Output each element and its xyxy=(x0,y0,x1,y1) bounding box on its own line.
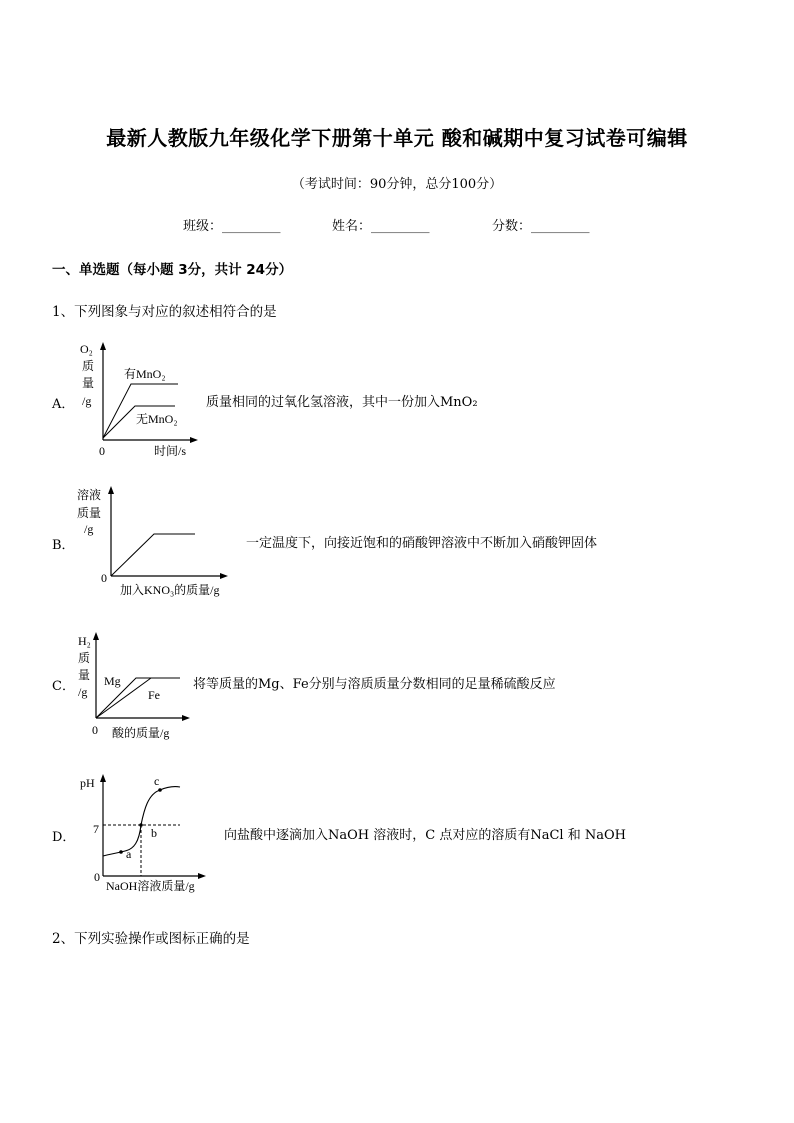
question-1-stem: 1、下列图象与对应的叙述相符合的是 xyxy=(52,304,277,320)
option-b-ylabel-1: 溶液 xyxy=(77,488,102,502)
option-a-ylabel-3: 量 xyxy=(82,376,95,390)
option-d-ylabel: pH xyxy=(80,776,95,790)
option-c-curve1-label: Mg xyxy=(104,674,121,688)
option-c-curve2-label: Fe xyxy=(148,688,160,702)
option-b-ylabel-2: 质量 xyxy=(77,506,102,520)
option-d-point-c: c xyxy=(154,774,160,788)
option-c-text: 将等质量的Mg、Fe分别与溶质质量分数相同的足量稀硫酸反应 xyxy=(193,677,556,692)
option-a-letter: A． xyxy=(52,397,75,412)
option-c-letter: C． xyxy=(52,679,75,694)
exam-title: 最新人教版九年级化学下册第十单元 酸和碱期中复习试卷可编辑 xyxy=(106,126,688,150)
score-field: 分数：_________ xyxy=(492,219,590,234)
option-c-xlabel: 酸的质量/g xyxy=(112,726,170,740)
option-a-ylabel-2: 质 xyxy=(82,359,95,373)
option-d-ytick-7: 7 xyxy=(93,822,99,836)
option-a-curve1-label: 有MnO₂ xyxy=(124,367,166,381)
option-a-origin: 0 xyxy=(99,444,105,458)
name-field: 姓名：_________ xyxy=(332,219,430,234)
option-a-xlabel: 时间/s xyxy=(154,444,187,458)
option-b-ylabel-3: /g xyxy=(84,522,94,536)
option-d-origin: 0 xyxy=(94,870,100,884)
option-c-ylabel-1: H₂ xyxy=(78,634,91,648)
option-a-text: 质量相同的过氧化氢溶液，其中一份加入MnO₂ xyxy=(206,395,478,410)
option-d-point-a: a xyxy=(126,847,132,861)
option-a-curve2-label: 无MnO₂ xyxy=(136,412,178,426)
option-d-point-b: b xyxy=(151,826,157,840)
section-heading: 一、单选题（每小题 3分，共计 24分） xyxy=(52,262,293,278)
option-b-origin: 0 xyxy=(101,571,107,585)
option-b-graph xyxy=(72,482,250,602)
exam-subtitle: （考试时间：90分钟，总分100分） xyxy=(291,177,503,192)
class-field: 班级：_________ xyxy=(183,219,281,234)
option-a-ylabel-1: O₂ xyxy=(80,342,93,356)
option-c-ylabel-4: /g xyxy=(78,685,88,699)
option-b-letter: B． xyxy=(52,538,75,553)
option-c-ylabel-2: 质 xyxy=(78,651,91,665)
option-a-ylabel-4: /g xyxy=(82,394,92,408)
question-2-stem: 2、下列实验操作或图标正确的是 xyxy=(52,931,250,947)
option-b-xlabel: 加入KNO₃的质量/g xyxy=(120,583,220,597)
option-b-text: 一定温度下，向接近饱和的硝酸钾溶液中不断加入硝酸钾固体 xyxy=(246,536,598,551)
option-c-origin: 0 xyxy=(92,723,98,737)
option-d-letter: D． xyxy=(52,830,76,845)
option-d-text: 向盐酸中逐滴加入NaOH 溶液时，C 点对应的溶质有NaCl 和 NaOH xyxy=(224,828,626,843)
option-c-ylabel-3: 量 xyxy=(78,668,91,682)
option-d-graph xyxy=(72,770,222,898)
option-a-graph xyxy=(72,338,202,462)
option-d-xlabel: NaOH溶液质量/g xyxy=(106,879,195,893)
option-c-graph xyxy=(72,628,198,744)
